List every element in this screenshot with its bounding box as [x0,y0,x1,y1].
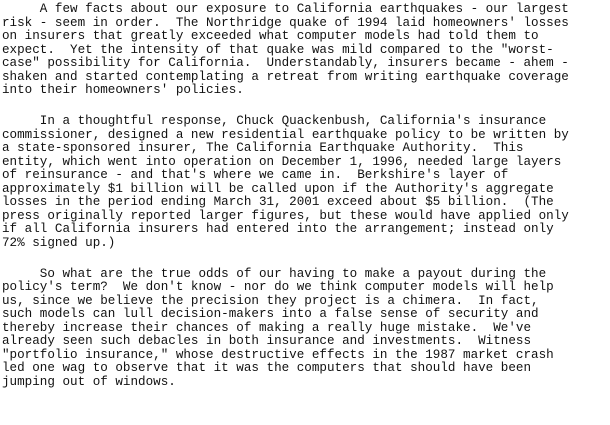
text-line: policy's term? We don't know - nor do we think computer models will help [2,280,554,295]
text-line: jumping out of windows. [2,374,176,389]
text-line: if all California insurers had entered into the arrangement; instead only [2,222,554,237]
text-line: In a thoughtful response, Chuck Quackenbush, California's insurance [2,114,547,129]
text-line: case" possibility for California. Understandably, insurers became - ahem - [2,56,569,70]
text-line: on insurers that greatly exceeded what computer models had told them to [2,29,539,43]
text-line: "portfolio insurance," whose destructive effects in the 1987 market crash [2,347,554,362]
text-line: So what are the true odds of our having to make a payout during the [2,266,547,281]
text-line: into their homeowners' policies. [2,83,244,97]
text-line: thereby increase their chances of making a really huge mistake. We've [2,320,532,335]
text-line: A few facts about our exposure to California earthquakes - our largest [2,2,569,16]
text-line: already seen such debacles in both insurance and investments. Witness [2,334,532,349]
text-line: a state-sponsored insurer, The California Earthquake Authority. This [2,141,524,156]
text-line: shaken and started contemplating a retreat from writing earthquake coverage [2,69,569,84]
paragraph-earthquake-exposure [2,3,610,98]
text-line: commissioner, designed a new residential earthquake policy to be written by [2,127,569,142]
text-line: expect. Yet the intensity of that quake was mild compared to the "worst- [2,42,554,57]
text-line: such models can lull decision-makers into a false sense of security and [2,307,539,322]
paragraph-payout-odds [2,268,610,390]
text-line: of reinsurance - and that's where we came in. Berkshire's layer of [2,168,509,183]
text-line: losses in the period ending March 31, 2001 exceed about $5 billion. (The [2,195,554,210]
text-line: us, since we believe the precision they project is a chimera. In fact, [2,293,539,308]
text-line: press originally reported larger figures, but these would have applied only [2,208,569,223]
text-line: risk - seem in order. The Northridge quake of 1994 laid homeowners' losses [2,15,569,30]
text-line: 72% signed up.) [2,235,116,250]
text-line: entity, which went into operation on December 1, 1996, needed large layers [2,154,562,169]
text-line: led one wag to observe that it was the computers that should have been [2,361,532,376]
paragraph-earthquake-authority [2,115,610,250]
text-line: approximately $1 billion will be called upon if the Authority's aggregate [2,181,554,196]
